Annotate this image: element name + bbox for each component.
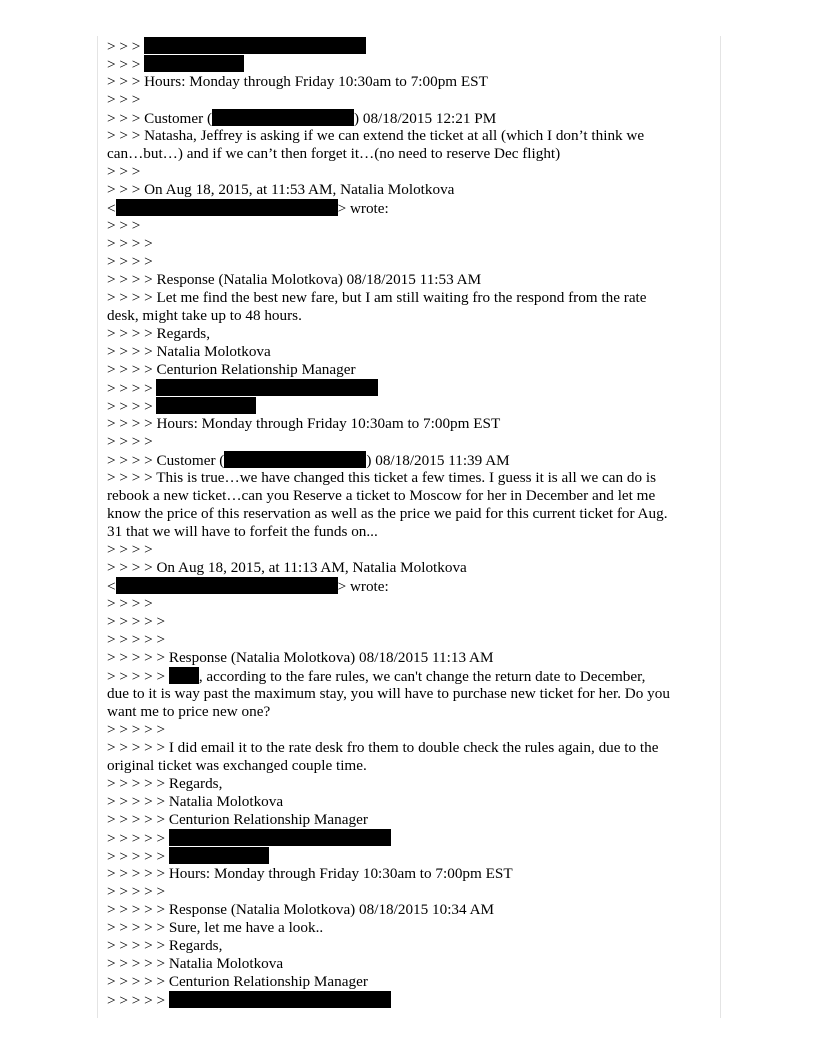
- signature-line: > > > > > Regards,: [107, 937, 223, 954]
- message-line: > > > > > I did email it to the rate desk fro them to double check the rules again, due to the: [107, 739, 659, 756]
- message-line: original ticket was exchanged couple time.: [107, 757, 367, 774]
- quoted-line: > > > >: [107, 235, 157, 252]
- quoted-line: > > > >: [107, 595, 157, 612]
- redaction-box: [156, 379, 378, 396]
- redaction-box: [116, 199, 338, 216]
- message-line: rebook a new ticket…can you Reserve a ticket to Moscow for her in December and let me: [107, 487, 656, 504]
- reply-header: > > > On Aug 18, 2015, at 11:53 AM, Natalia Molotkova: [107, 181, 455, 198]
- reply-header: > > > > On Aug 18, 2015, at 11:13 AM, Natalia Molotkova: [107, 559, 467, 576]
- message-line: can…but…) and if we can’t then forget it…(no need to reserve Dec flight): [107, 145, 561, 162]
- quoted-line: > > > > >: [107, 631, 169, 648]
- signature-line: > > > > > Regards,: [107, 775, 223, 792]
- signature-line: > > > > Natalia Molotkova: [107, 343, 271, 360]
- quoted-line: > > > >: [107, 253, 157, 270]
- message-line: know the price of this reservation as well as the price we paid for this current ticket for Aug.: [107, 505, 668, 522]
- signature-line: > > > > > Natalia Molotkova: [107, 793, 284, 810]
- quoted-line: > > >: [107, 217, 145, 234]
- hours-line: > > > Hours: Monday through Friday 10:30am to 7:00pm EST: [107, 73, 488, 90]
- redaction-box: [224, 451, 366, 468]
- reply-header-email: < > wrote:: [107, 200, 389, 217]
- quoted-line: > > > > >: [107, 829, 707, 847]
- message-line: due to it is way past the maximum stay, you will have to purchase new ticket for her. Do you: [107, 685, 670, 702]
- quoted-line: > > >: [107, 55, 707, 73]
- signature-line: > > > > > Centurion Relationship Manager: [107, 973, 368, 990]
- customer-header: > > > > Customer ( ) 08/18/2015 11:39 AM: [107, 452, 510, 469]
- signature-line: > > > > > Natalia Molotkova: [107, 955, 284, 972]
- redaction-box: [144, 37, 366, 54]
- message-line: 31 that we will have to forfeit the funds on...: [107, 523, 378, 540]
- quoted-line: > > >: [107, 37, 707, 55]
- redaction-box: [116, 577, 338, 594]
- redaction-box: [169, 847, 269, 864]
- redaction-box: [156, 397, 256, 414]
- message-line: > > > > Let me find the best new fare, but I am still waiting fro the respond from the rate: [107, 289, 647, 306]
- redaction-box: [169, 829, 391, 846]
- quoted-line: > > > >: [107, 379, 707, 397]
- redaction-box: [169, 667, 199, 684]
- quoted-line: > > > >: [107, 541, 157, 558]
- response-header: > > > > Response (Natalia Molotkova) 08/18/2015 11:53 AM: [107, 271, 482, 288]
- redaction-box: [169, 991, 391, 1008]
- message-line: > > > > This is true…we have changed this ticket a few times. I guess it is all we can do is: [107, 469, 656, 486]
- quoted-line: > > > > >: [107, 721, 169, 738]
- redaction-box: [212, 109, 354, 126]
- hours-line: > > > > > Hours: Monday through Friday 10:30am to 7:00pm EST: [107, 865, 513, 882]
- quoted-line: > > > >: [107, 397, 707, 415]
- response-header: > > > > > Response (Natalia Molotkova) 08/18/2015 10:34 AM: [107, 901, 495, 918]
- redaction-box: [144, 55, 244, 72]
- quoted-line: > > > > >: [107, 991, 707, 1009]
- quoted-line: > > > > >: [107, 847, 707, 865]
- customer-header: > > > Customer ( ) 08/18/2015 12:21 PM: [107, 110, 497, 127]
- quoted-line: > > >: [107, 91, 145, 108]
- email-thread: [107, 37, 707, 1009]
- quoted-line: > > >: [107, 163, 145, 180]
- signature-line: > > > > Regards,: [107, 325, 211, 342]
- message-line: want me to price new one?: [107, 703, 271, 720]
- quoted-line: > > > >: [107, 433, 157, 450]
- quoted-line: > > > > >: [107, 613, 169, 630]
- response-header: > > > > > Response (Natalia Molotkova) 08/18/2015 11:13 AM: [107, 649, 494, 666]
- message-line: > > > > > Sure, let me have a look..: [107, 919, 324, 936]
- hours-line: > > > > Hours: Monday through Friday 10:30am to 7:00pm EST: [107, 415, 501, 432]
- signature-line: > > > > > Centurion Relationship Manager: [107, 811, 368, 828]
- message-line: desk, might take up to 48 hours.: [107, 307, 302, 324]
- signature-line: > > > > Centurion Relationship Manager: [107, 361, 356, 378]
- reply-header-email: < > wrote:: [107, 578, 389, 595]
- message-line: > > > > > , according to the fare rules, we can't change the return date to December,: [107, 668, 646, 685]
- quoted-line: > > > > >: [107, 883, 169, 900]
- message-line: > > > Natasha, Jeffrey is asking if we can extend the ticket at all (which I don’t think we: [107, 127, 645, 144]
